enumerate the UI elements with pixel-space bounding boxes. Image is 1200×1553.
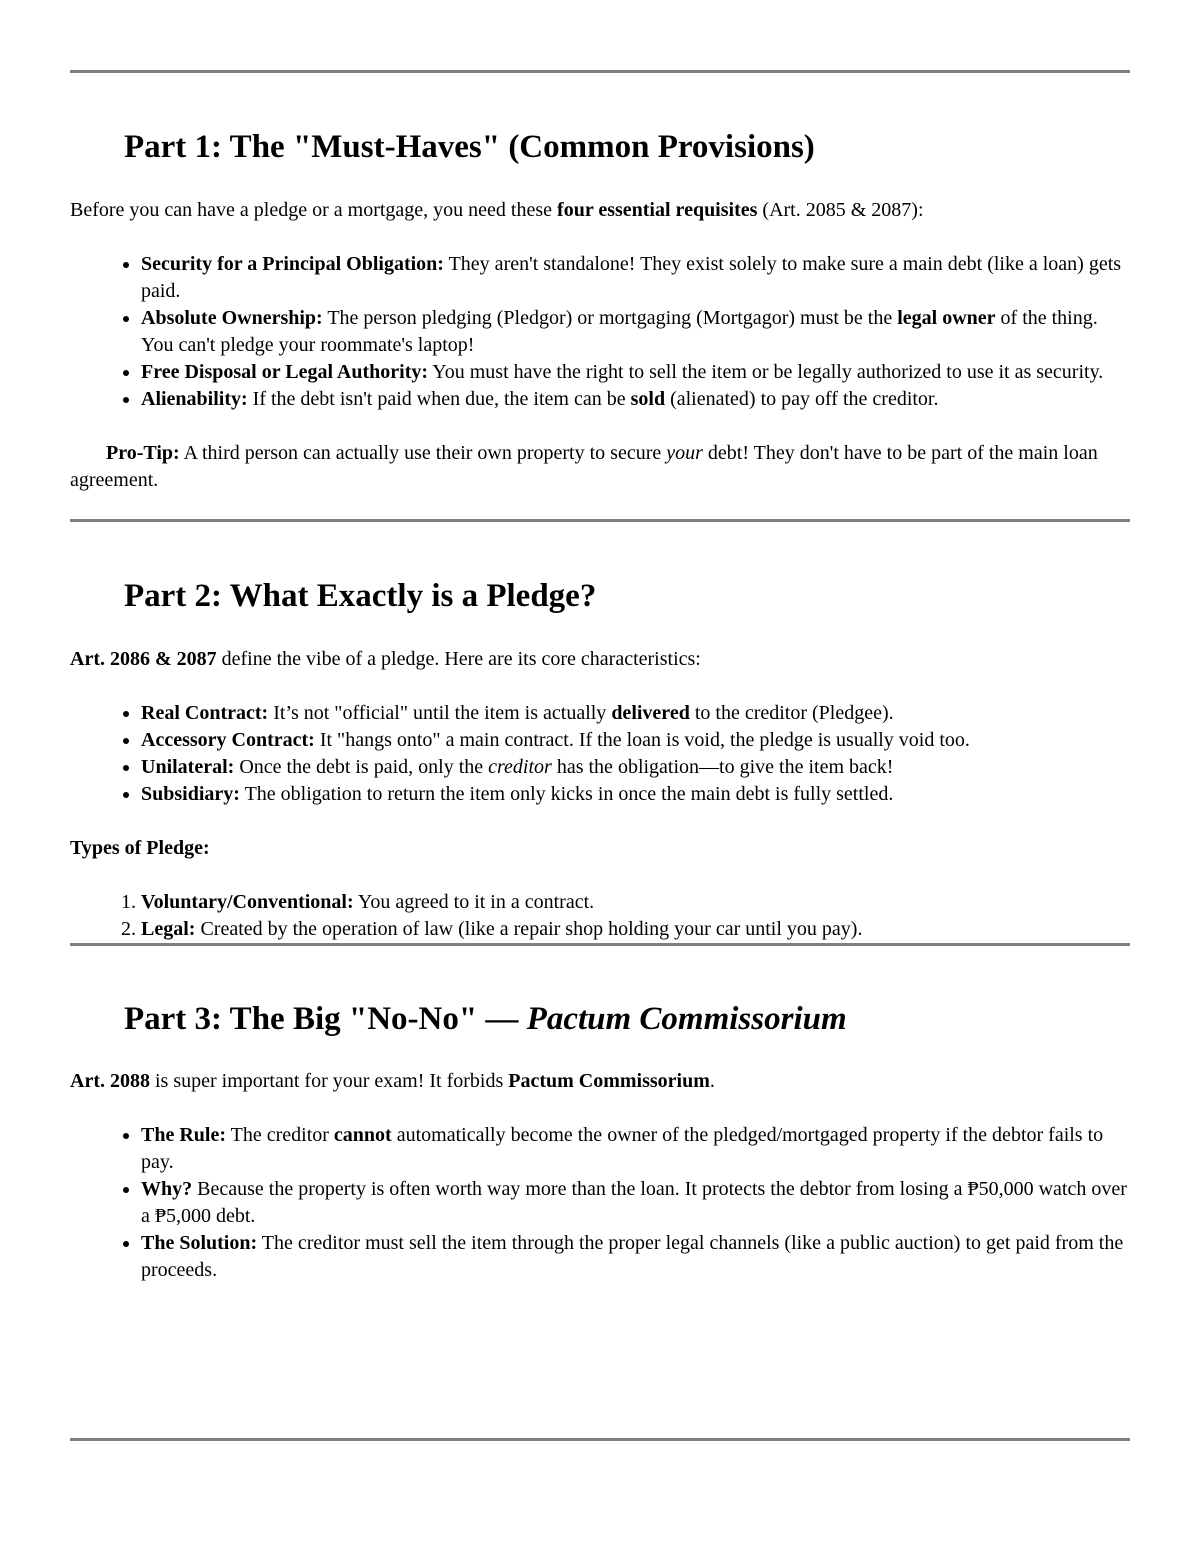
item-label: Unilateral: (141, 756, 235, 778)
pro-tip-text-end: debt! They don't have to be part of the main loan agreement. (70, 442, 1098, 491)
item-text: You agreed to it in a contract. (353, 891, 595, 913)
item-text: It "hangs onto" a main contract. If the loan is void, the pledge is usually void too. (314, 729, 970, 751)
part2-intro-bold: Art. 2086 & 2087 (70, 648, 217, 670)
list-item (141, 700, 1130, 727)
part-divider (70, 519, 1130, 522)
list-item (141, 305, 1130, 359)
list-item (141, 1122, 1130, 1176)
item-bold: sold (630, 388, 666, 410)
types-heading-text: Types of Pledge: (70, 837, 210, 859)
item-text: They aren't standalone! They exist solely to make sure a main debt (like a loan) gets paid. (141, 253, 1122, 302)
part3-intro-bold-2: Pactum Commissorium (508, 1070, 710, 1092)
item-bold: legal owner (897, 307, 996, 329)
item-label: Free Disposal or Legal Authority: (141, 361, 429, 383)
part1-intro (70, 197, 1130, 224)
part3-intro-text: is super important for your exam! It forbids (149, 1070, 509, 1092)
item-label: Voluntary/Conventional: (141, 891, 354, 913)
pro-tip-text: A third person can actually use their own property to secure (179, 442, 667, 464)
part3-title-text: Part 3: The Big "No-No" — (124, 1001, 527, 1037)
item-bold: cannot (333, 1124, 392, 1146)
bottom-divider (70, 1438, 1130, 1441)
part1-intro-text-end: (Art. 2085 & 2087): (757, 199, 924, 221)
item-text: The creditor (226, 1124, 334, 1146)
item-text: You must have the right to sell the item or be legally authorized to use it as security. (428, 361, 1104, 383)
rules-list (70, 1122, 1130, 1284)
list-item (141, 889, 1130, 916)
item-text: If the debt isn't paid when due, the item can be (247, 388, 631, 410)
list-item (141, 1230, 1130, 1284)
part1-intro-text: Before you can have a pledge or a mortgage, you need these (70, 199, 558, 221)
item-text: Created by the operation of law (like a repair shop holding your car until you pay). (195, 918, 863, 940)
item-emphasis: creditor (488, 756, 552, 778)
list-item (141, 1176, 1130, 1230)
part-divider (70, 943, 1130, 946)
part3-title (124, 999, 1130, 1039)
item-label: Subsidiary: (141, 783, 240, 805)
item-label: Security for a Principal Obligation: (141, 253, 444, 275)
list-item (141, 916, 1130, 943)
part2-intro-text: define the vibe of a pledge. Here are its core characteristics: (216, 648, 701, 670)
part1-intro-bold: four essential requisites (557, 199, 758, 221)
item-label: Real Contract: (141, 702, 269, 724)
part1-title: Part 1: The "Must-Haves" (Common Provisions) (124, 129, 815, 165)
list-item (141, 781, 1130, 808)
top-divider (70, 70, 1130, 73)
item-label: Alienability: (141, 388, 248, 410)
list-item (141, 251, 1130, 305)
list-item (141, 754, 1130, 781)
part3-title-emphasis: Pactum Commissorium (526, 1001, 847, 1037)
item-text-end: automatically become the owner of the pledged/mortgaged property if the debtor fails to pay. (141, 1124, 1104, 1173)
item-text-end: to the creditor (Pledgee). (689, 702, 894, 724)
pro-tip-label: Pro-Tip: (106, 442, 180, 464)
part2-section (70, 576, 1130, 943)
item-text: The creditor must sell the item through the proper legal channels (like a public auction) to get paid from the proceeds. (141, 1232, 1124, 1281)
list-item (141, 359, 1130, 386)
part3-intro-text-end: . (709, 1070, 715, 1092)
item-text: The obligation to return the item only kicks in once the main debt is fully settled. (239, 783, 894, 805)
item-text: Because the property is often worth way more than the loan. It protects the debtor from losing a ₱50,000 watch over a ₱5,000 debt. (141, 1178, 1127, 1227)
item-text-end: of the thing. You can't pledge your roommate's laptop! (141, 307, 1098, 356)
list-item (141, 386, 1130, 413)
item-text: Once the debt is paid, only the (234, 756, 489, 778)
item-bold: delivered (611, 702, 690, 724)
part2-intro (70, 646, 1130, 673)
requisites-list (70, 251, 1130, 413)
item-text: The person pledging (Pledgor) or mortgaging (Mortgagor) must be the (322, 307, 898, 329)
item-text-end: (alienated) to pay off the creditor. (665, 388, 939, 410)
item-label: The Rule: (141, 1124, 226, 1146)
part3-intro (70, 1068, 1130, 1095)
item-label: The Solution: (141, 1232, 258, 1254)
item-label: Accessory Contract: (141, 729, 315, 751)
item-text-end: has the obligation—to give the item back! (551, 756, 894, 778)
pro-tip-emphasis: your (666, 442, 703, 464)
part2-title: Part 2: What Exactly is a Pledge? (124, 578, 597, 614)
item-label: Legal: (141, 918, 196, 940)
item-label: Absolute Ownership: (141, 307, 323, 329)
pro-tip (70, 440, 1130, 494)
part3-section (70, 999, 1130, 1284)
part1-section (70, 127, 1130, 494)
list-item (141, 727, 1130, 754)
item-text: It’s not "official" until the item is actually (268, 702, 612, 724)
types-heading (70, 835, 1130, 862)
part3-intro-bold: Art. 2088 (70, 1070, 150, 1092)
characteristics-list (70, 700, 1130, 808)
item-label: Why? (141, 1178, 193, 1200)
types-list (70, 889, 1130, 943)
